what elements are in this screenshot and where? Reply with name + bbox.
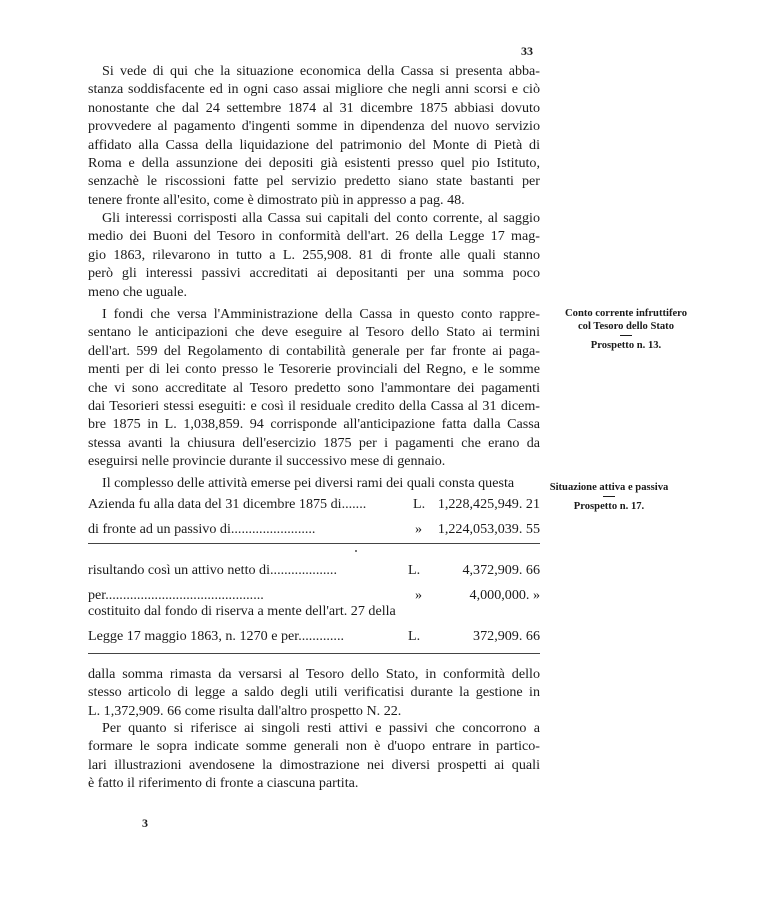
signature-mark: 3 (142, 816, 148, 830)
text-line: Gli interessi corrisposti alla Cassa sui capitali del conto corrente, al saggio (102, 210, 540, 226)
row-currency: » (415, 521, 423, 537)
side-note-ref: Prospetto n. 13. (590, 340, 662, 351)
text-line: Si vede di qui che la situazione economica della Cassa si presenta abba- (102, 63, 540, 79)
text-line: provvedere al pagamento d'ingenti somme in dipendenza del nuovo servizio (88, 118, 540, 135)
text-line: che vi sono accreditate al Tesoro predetto sono l'ammontare dei pagamenti (88, 379, 540, 396)
paragraph-residuals (88, 719, 540, 793)
text-line: menti per di lei conto presso le Tesorerie provinciali del Regno, e le somme (88, 361, 540, 378)
text-line: eseguirsi nelle provincie durante il successivo mese di gennaio. (88, 453, 446, 470)
text-line: dell'art. 599 del Regolamento di contabilità generale per far fronte ai paga- (88, 342, 540, 359)
side-note-current-account (546, 307, 706, 352)
divider (88, 543, 540, 544)
side-note-title: Conto corrente infruttifero (565, 308, 687, 319)
text-line: L. 1,372,909. 66 come risulta dall'altro prospetto N. 22. (88, 702, 402, 719)
text-line: lari illustrazioni avendosene la dimostrazione nei diversi prospetti ai quali (88, 756, 540, 773)
financial-row-reserve-note (88, 601, 540, 621)
side-note-ref: Prospetto n. 17. (573, 501, 645, 512)
row-label: di fronte ad un passivo di........................ (88, 521, 316, 537)
divider (88, 653, 540, 654)
row-label: per............................................. (88, 587, 264, 603)
text-line: meno che uguale. (88, 283, 188, 300)
divider (620, 335, 632, 336)
row-amount: 372,909. 66 (473, 628, 540, 644)
text-line: medio dei Buoni del Tesoro in conformità dell'art. 26 della Legge 17 mag- (88, 228, 540, 245)
text-line: dalla somma rimasta da versarsi al Tesoro dello Stato, in conformità dello (88, 666, 540, 682)
page-number: 33 (521, 44, 533, 58)
text-line: Per quanto si riferisce ai singoli resti attivi e passivi che concorrono a (102, 720, 540, 736)
row-amount: 1,224,053,039. 55 (437, 521, 540, 537)
financial-row-remainder (88, 626, 540, 646)
text-line: formare le sopra indicate somme generali non è d'uopo entrare in partico- (88, 738, 540, 755)
side-note-subtitle: col Tesoro dello Stato (577, 321, 675, 332)
text-line: tenere fronte all'esito, come è dimostrato più in appresso a pag. 48. (88, 191, 465, 208)
financial-row-liabilities (88, 519, 540, 539)
paragraph-current-account (88, 305, 540, 471)
text-line: dai Tesorieri stessi eseguiti: e così il residuale credito della Cassa al 31 dicem- (88, 398, 540, 415)
text-line: I fondi che versa l'Amministrazione della Cassa in questo conto rappre- (102, 306, 540, 322)
text-line: è fatto il riferimento di fronte a ciascuna partita. (88, 775, 359, 792)
text-line: affidato alla Cassa della liquidazione del patrimonio del Monte di Pietà di (88, 136, 540, 153)
divider (603, 496, 615, 497)
text-line: gio 1863, rilevarono in tutto a L. 255,908. 81 di fronte alle quali stanno (88, 246, 540, 263)
row-currency: » (415, 587, 423, 603)
financial-row-assets (88, 494, 540, 514)
paragraph-interest (88, 209, 540, 301)
row-amount: 1,228,425,949. 21 (437, 496, 540, 512)
paragraph-assets-intro (88, 474, 540, 492)
paragraph-economic-situation (88, 62, 540, 209)
row-label: Azienda fu alla data del 31 dicembre 1875 di....... (88, 496, 367, 512)
text-line: stesso articolo di legge a saldo degli utili verificatisi durante la gestione in (88, 684, 540, 701)
financial-row-net-assets (88, 560, 540, 580)
text-line: sentano le anticipazioni che deve eseguire al Tesoro dello Stato ai termini (88, 324, 540, 341)
row-currency: L. (408, 562, 421, 578)
text-line: stanza soddisfacente ed in ogni caso assai migliore che negli anni scorsi e ciò (88, 81, 540, 98)
text-line: stessa avanti la chiusura dell'esercizio 1875 per i pagamenti che erano da (88, 434, 540, 451)
row-amount: 4,372,909. 66 (462, 562, 540, 578)
text-line: bre 1875 in L. 1,038,859. 94 corrisponde all'anticipazione fatta dalla Cassa (88, 416, 540, 433)
print-dot (355, 550, 357, 552)
side-note-title: Situazione attiva e passiva (549, 482, 669, 493)
paragraph-treasury-remainder (88, 665, 540, 720)
text-line: nonostante che dal 24 settembre 1874 al 31 dicembre 1875 abbiasi dovuto (88, 99, 540, 116)
row-currency: L. (413, 496, 426, 512)
text-line: senzachè le riscossioni fatte pel servizio predetto siano state bastanti per (88, 173, 540, 190)
row-label: costituito dal fondo di riserva a mente dell'art. 27 della (88, 603, 396, 619)
text-line: però gli interessi passivi accreditati ai depositanti per una somma poco (88, 265, 540, 282)
text-line: Il complesso delle attività emerse pei diversi rami dei quali consta questa (102, 475, 515, 491)
row-currency: L. (408, 628, 421, 644)
text-line: Roma e della assunzione dei depositi già esistenti presso quel pio Istituto, (88, 155, 540, 172)
row-label: risultando così un attivo netto di................... (88, 562, 337, 578)
side-note-assets-liabilities (544, 481, 674, 513)
row-label: Legge 17 maggio 1863, n. 1270 e per............. (88, 628, 344, 644)
row-amount: 4,000,000. » (469, 587, 540, 603)
